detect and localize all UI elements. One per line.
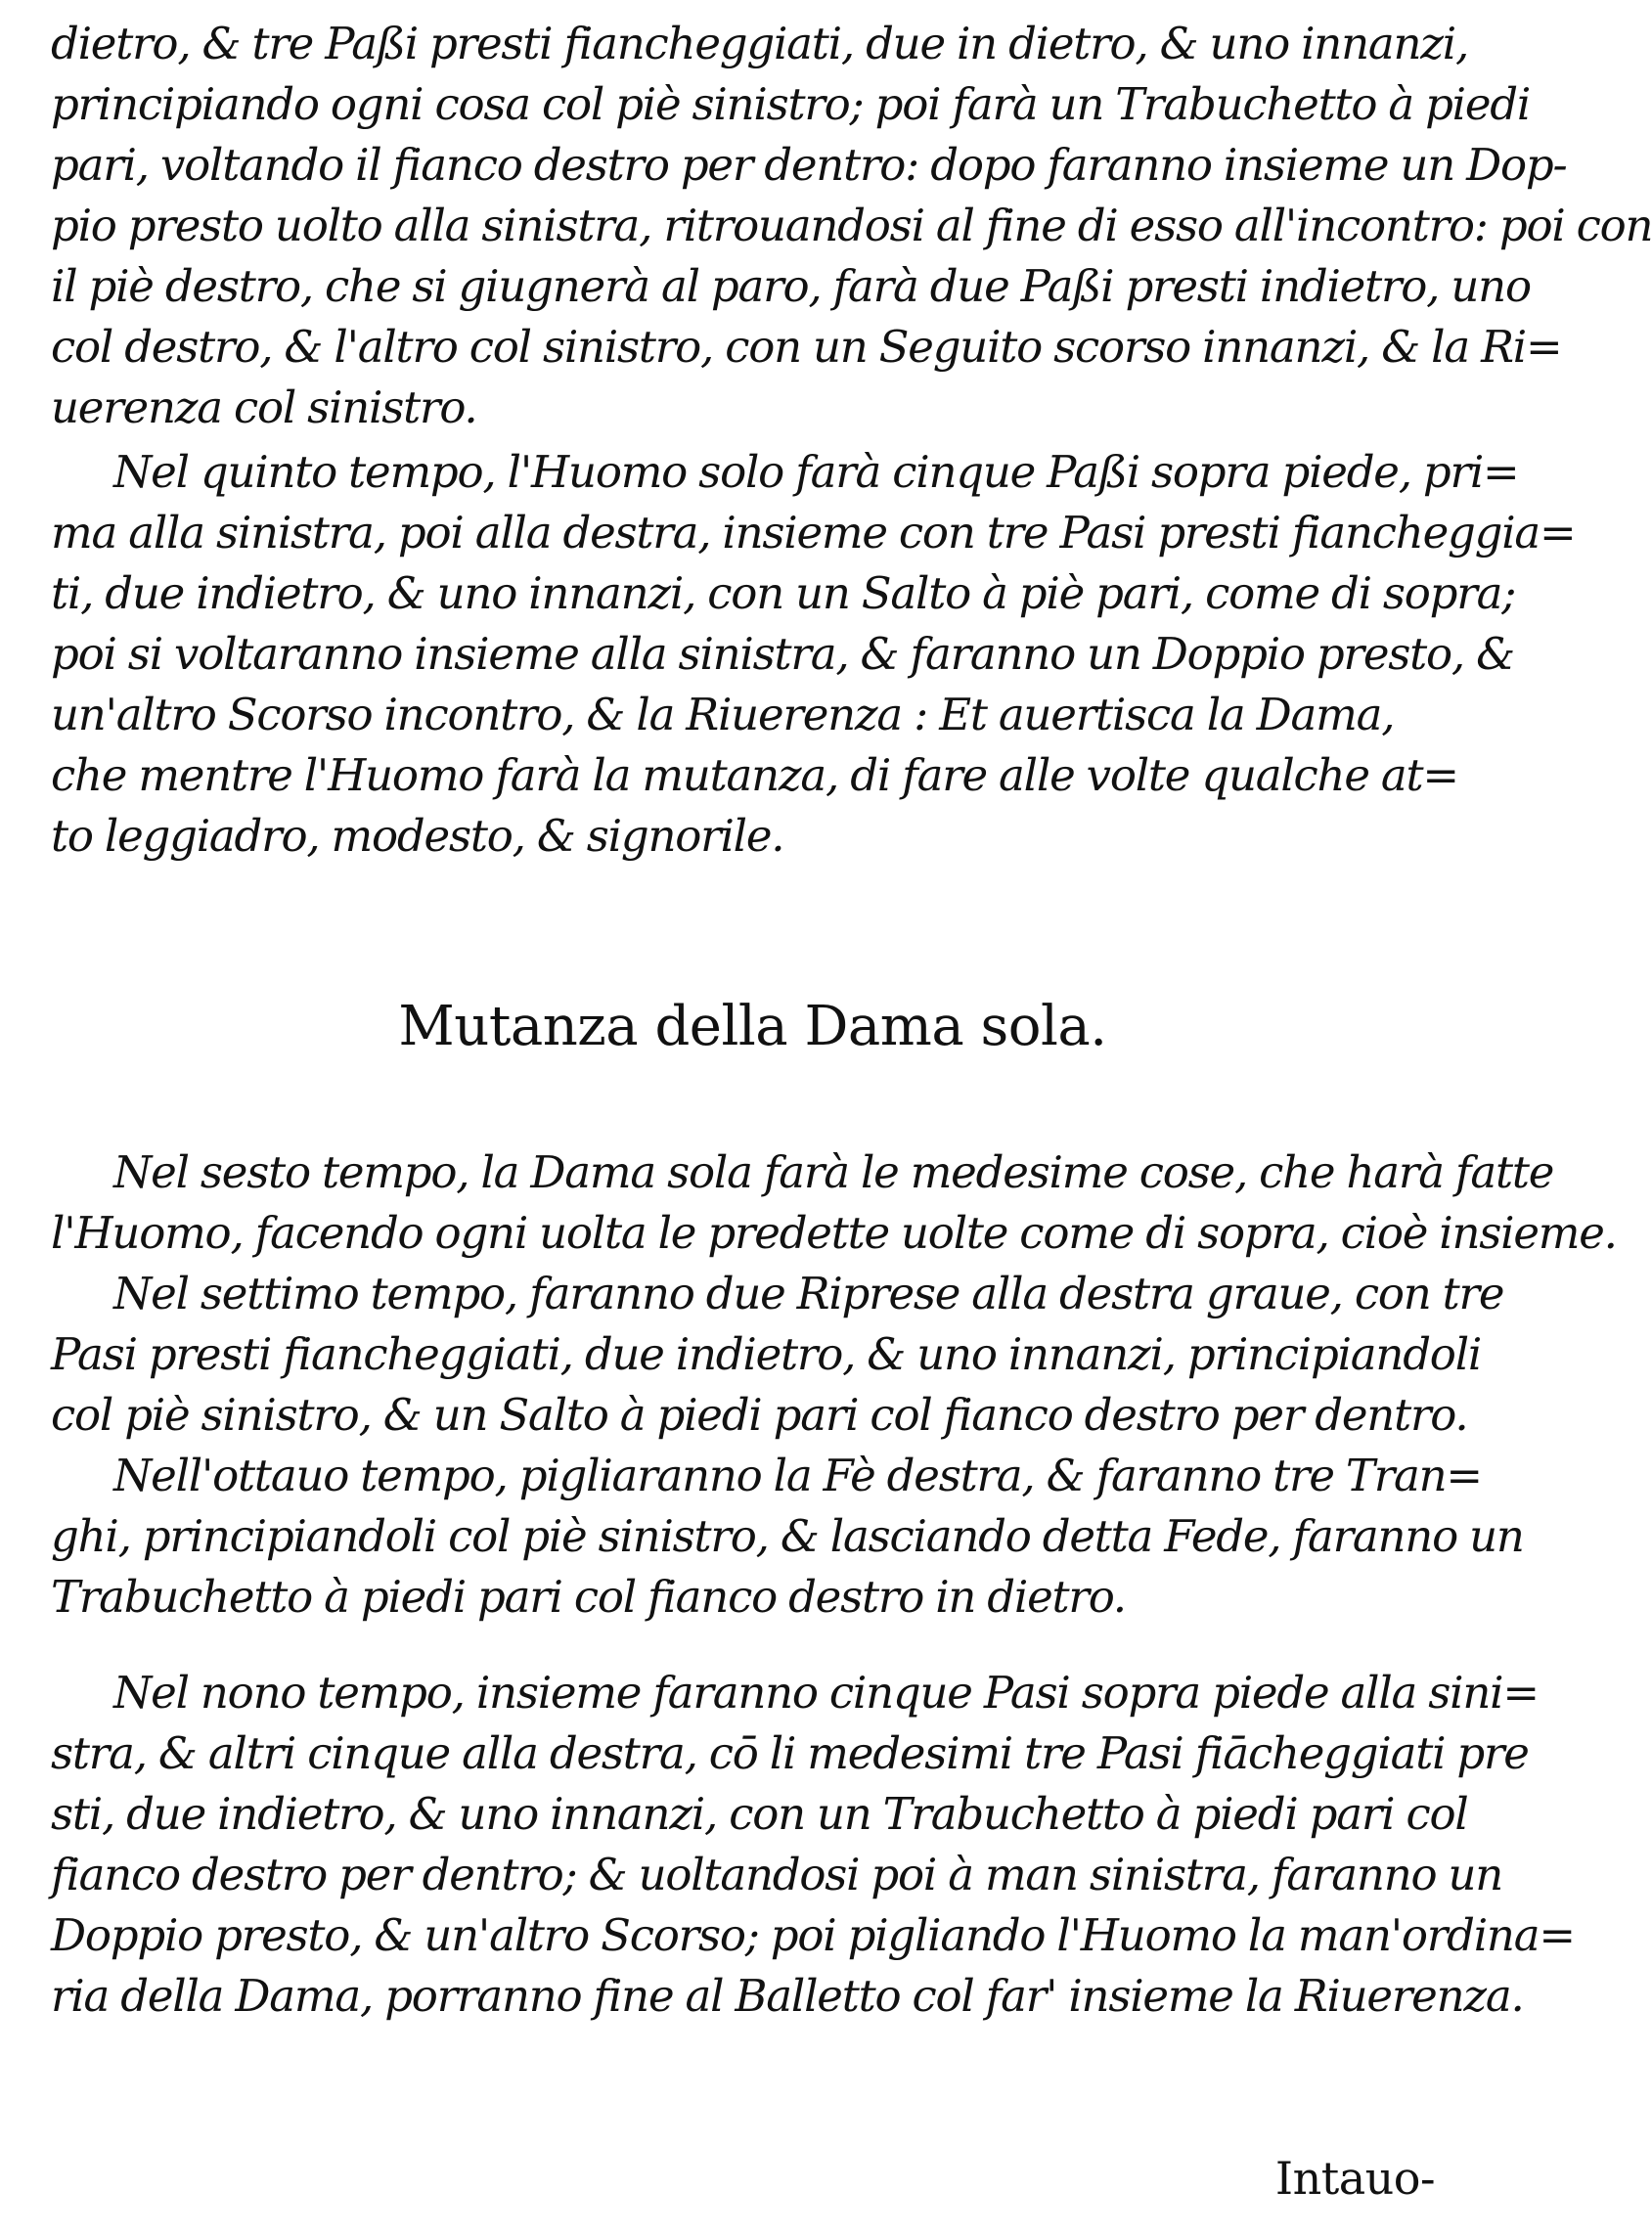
catchword: Intauo- <box>1274 2152 1435 2205</box>
text-line: dietro, & tre Paßi presti fiancheggiati, due in dietro, & uno innanzi, <box>51 18 1469 69</box>
text-line: poi si voltaranno insieme alla sinistra, & faranno un Doppio presto, & <box>51 628 1514 680</box>
text-line: Doppio presto, & un'altro Scorso; poi pigliando l'Huomo la man'ordina= <box>51 1909 1575 1961</box>
text-line: col destro, & l'altro col sinistro, con un Seguito scorso innanzi, & la Ri= <box>51 321 1562 373</box>
paragraph-first-line: Nel quinto tempo, l'Huomo solo farà cinque Paßi sopra piede, pri= <box>113 446 1519 498</box>
text-line: pari, voltando il fianco destro per dentro: dopo faranno insieme un Dop- <box>51 139 1567 191</box>
text-line: Pasi presti fiancheggiati, due indietro, & uno innanzi, principiandoli <box>51 1328 1482 1380</box>
text-line: col piè sinistro, & un Salto à piedi pari col fianco destro per dentro. <box>51 1389 1468 1441</box>
text-line: ti, due indietro, & uno innanzi, con un Salto à piè pari, come di sopra; <box>51 567 1516 619</box>
text-line: stra, & altri cinque alla destra, cō li medesimi tre Pasi fiācheggiati pre <box>51 1727 1529 1779</box>
text-line: sti, due indietro, & uno innanzi, con un Trabuchetto à piedi pari col <box>51 1788 1468 1840</box>
text-line: ma alla sinistra, poi alla destra, insieme con tre Pasi presti fiancheggia= <box>51 507 1576 558</box>
book-page <box>51 0 1652 2234</box>
text-line: che mentre l'Huomo farà la mutanza, di fare alle volte qualche at= <box>51 749 1458 801</box>
text-line: ghi, principiandoli col piè sinistro, & lasciando detta Fede, faranno un <box>51 1510 1524 1562</box>
paragraph-first-line: Nel sesto tempo, la Dama sola farà le medesime cose, che harà fatte <box>113 1146 1554 1198</box>
text-line: to leggiadro, modesto, & signorile. <box>51 810 784 862</box>
text-line: uerenza col sinistro. <box>51 381 477 433</box>
text-line: un'altro Scorso incontro, & la Riuerenza : Et auertisca la Dama, <box>51 689 1395 740</box>
paragraph-first-line: Nel nono tempo, insieme faranno cinque Pasi sopra piede alla sini= <box>113 1667 1539 1719</box>
text-line: pio presto uolto alla sinistra, ritrouandosi al fine di esso all'incontro: poi con <box>51 200 1652 251</box>
text-line: il piè destro, che si giugnerà al paro, farà due Paßi presti indietro, uno <box>51 260 1531 312</box>
section-heading: Mutanza della Dama sola. <box>398 995 1107 1058</box>
paragraph-first-line: Nel settimo tempo, faranno due Riprese alla destra graue, con tre <box>113 1268 1504 1319</box>
text-line: fianco destro per dentro; & uoltandosi poi à man sinistra, faranno un <box>51 1849 1503 1900</box>
text-line: ria della Dama, porranno fine al Balletto col far' insieme la Riuerenza. <box>51 1970 1524 2022</box>
text-line: l'Huomo, facendo ogni uolta le predette uolte come di sopra, cioè insieme. <box>51 1207 1617 1259</box>
text-line: Trabuchetto à piedi pari col fianco destro in dietro. <box>51 1571 1126 1623</box>
paragraph-first-line: Nell'ottauo tempo, pigliaranno la Fè destra, & faranno tre Tran= <box>113 1450 1482 1501</box>
text-line: principiando ogni cosa col piè sinistro; poi farà un Trabuchetto à piedi <box>51 78 1531 130</box>
